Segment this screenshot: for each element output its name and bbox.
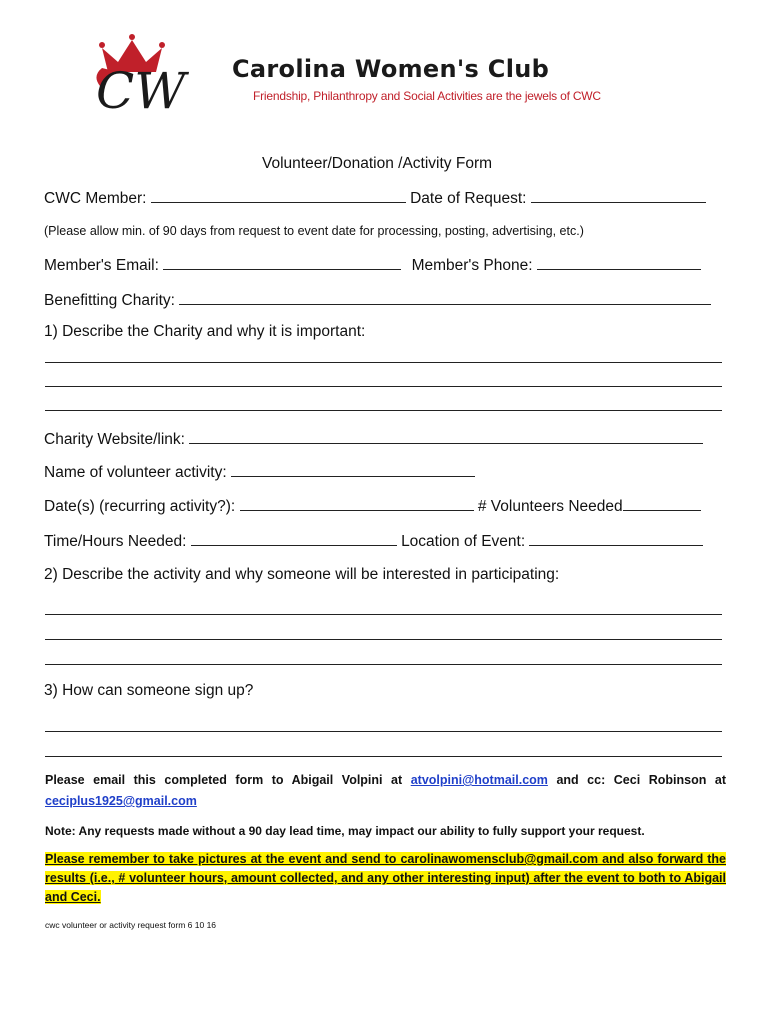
website-label: Charity Website/link: [44,431,185,448]
club-name: Carolina Women's Club [232,55,550,83]
dates-row [44,496,701,516]
location-field[interactable] [529,531,703,546]
time-field[interactable] [191,531,397,546]
answer-2-line[interactable] [45,639,722,640]
activity-name-field[interactable] [231,462,475,477]
answer-3-line[interactable] [45,731,722,732]
member-contact-row [44,255,701,275]
date-request-label: Date of Request: [410,190,527,207]
cwc-crown-logo [94,28,216,114]
member-email-field[interactable] [163,255,401,270]
email-instructions [45,770,726,812]
charity-row [44,290,711,310]
volunteers-label: # Volunteers Needed [477,498,623,515]
time-location-row [44,531,703,551]
answer-3-line[interactable] [45,756,722,757]
email-text-2: and cc: Ceci Robinson at [556,773,726,787]
charity-field[interactable] [179,290,711,305]
abigail-email-link[interactable]: atvolpini@hotmail.com [410,773,548,787]
question-1: 1) Describe the Charity and why it is important: [44,323,366,340]
date-request-field[interactable] [531,188,706,203]
email-text-1: Please email this completed form to Abigail Volpini at [45,773,403,787]
answer-1-line[interactable] [45,362,722,363]
member-phone-field[interactable] [537,255,701,270]
form-footer: cwc volunteer or activity request form 6 10 16 [45,920,217,930]
dates-field[interactable] [240,496,474,511]
photo-reminder [45,850,726,907]
location-label: Location of Event: [401,533,526,550]
lead-time-note: (Please allow min. of 90 days from request to event date for processing, posting, advertising, etc.) [44,224,584,238]
dates-label: Date(s) (recurring activity?): [44,498,236,515]
charity-label: Benefitting Charity: [44,292,175,309]
logo-monogram: CW [96,62,186,114]
answer-1-line[interactable] [45,410,722,411]
answer-2-line[interactable] [45,614,722,615]
member-phone-label: Member's Phone: [411,257,533,274]
lead-time-warning: Note: Any requests made without a 90 day lead time, may impact our ability to fully support your request. [45,824,645,838]
activity-name-row [44,462,475,482]
club-tagline: Friendship, Philanthropy and Social Activities are the jewels of CWC [253,89,601,103]
answer-1-line[interactable] [45,386,722,387]
form-title: Volunteer/Donation /Activity Form [262,155,493,172]
cwc-member-field[interactable] [151,188,406,203]
time-label: Time/Hours Needed: [44,533,187,550]
ceci-email-link[interactable]: ceciplus1925@gmail.com [45,794,197,808]
activity-name-label: Name of volunteer activity: [44,464,227,481]
answer-2-line[interactable] [45,664,722,665]
question-3: 3) How can someone sign up? [44,682,254,699]
volunteers-field[interactable] [623,496,701,511]
website-field[interactable] [189,429,703,444]
cwc-member-row [44,188,706,208]
member-email-label: Member's Email: [44,257,159,274]
question-2: 2) Describe the activity and why someone will be interested in participating: [44,566,560,583]
photo-reminder-text: Please remember to take pictures at the event and send to carolinawomensclub@gmail.com and also forward the results (i.e., # volunteer hours, amount collected, and any other interesting input) after the event to both to Abigail and Ceci. [45,852,726,904]
cwc-member-label: CWC Member: [44,190,147,207]
website-row [44,429,703,449]
